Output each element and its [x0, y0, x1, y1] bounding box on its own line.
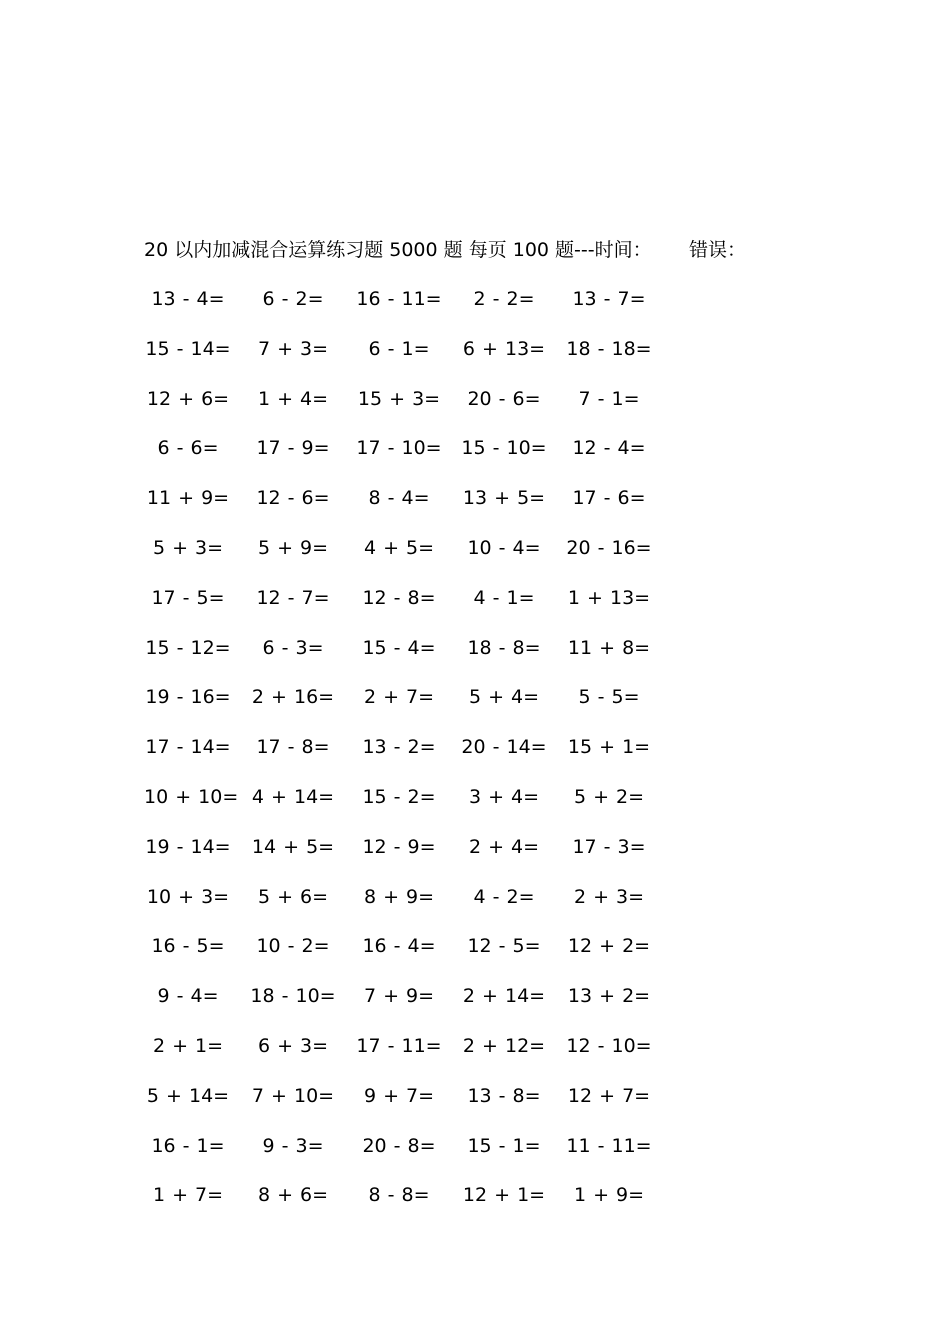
problem-item: 14 + 5=	[251, 835, 335, 858]
problem-item: 15 - 4=	[362, 636, 436, 659]
problem-item: 17 - 9=	[256, 437, 330, 460]
problem-item: 9 - 4=	[157, 985, 219, 1008]
problem-item: 17 - 6=	[572, 487, 646, 510]
problem-item: 9 + 7=	[363, 1084, 435, 1107]
problem-item: 1 + 13=	[567, 586, 651, 609]
problem-item: 13 + 2=	[567, 985, 651, 1008]
problem-item: 13 - 7=	[572, 288, 646, 310]
problem-item: 4 + 5=	[363, 536, 435, 559]
problem-item: 6 + 13=	[462, 337, 546, 360]
problem-item: 12 + 7=	[567, 1084, 651, 1107]
problem-row	[144, 633, 684, 683]
problem-item: 15 - 2=	[362, 785, 436, 808]
problem-item: 7 + 3=	[257, 337, 329, 360]
problem-item: 9 - 3=	[262, 1134, 324, 1157]
problem-item: 15 + 1=	[567, 736, 651, 759]
problem-item: 13 - 8=	[467, 1084, 541, 1107]
problem-item: 18 - 18=	[566, 337, 652, 360]
problem-item: 11 + 9=	[146, 487, 230, 510]
problem-item: 2 + 4=	[468, 835, 540, 858]
problem-item: 12 + 1=	[462, 1184, 546, 1207]
problem-item: 10 + 10=	[144, 785, 239, 808]
problem-item: 12 - 7=	[256, 586, 330, 609]
problem-item: 7 + 10=	[251, 1084, 335, 1107]
problem-item: 1 + 7=	[152, 1184, 224, 1207]
problem-row	[144, 583, 684, 633]
problem-item: 19 - 16=	[145, 686, 231, 709]
problem-item: 20 - 8=	[362, 1134, 436, 1157]
problem-item: 8 + 9=	[363, 885, 435, 908]
worksheet-title: 20 以内加减混合运算练习题 5000 题 每页 100 题---时间：	[144, 239, 652, 261]
problem-row	[144, 1180, 684, 1230]
problem-row	[144, 384, 684, 434]
problem-row	[144, 1081, 684, 1131]
errors-label: 错误：	[689, 239, 747, 261]
problem-row	[144, 533, 684, 583]
problem-item: 1 + 4=	[257, 387, 329, 410]
problem-row	[144, 782, 684, 832]
problem-item: 20 - 6=	[467, 387, 541, 410]
problem-item: 4 - 2=	[473, 885, 535, 908]
problem-item: 18 - 10=	[250, 985, 336, 1008]
problem-item: 12 - 6=	[256, 487, 330, 510]
problem-grid	[144, 284, 684, 1230]
problem-item: 12 - 10=	[566, 1034, 652, 1057]
problem-item: 13 - 4=	[151, 288, 225, 310]
problem-row	[144, 334, 684, 384]
problem-item: 12 + 6=	[146, 387, 230, 410]
problem-item: 16 - 1=	[151, 1134, 225, 1157]
problem-item: 16 - 11=	[356, 288, 442, 310]
problem-item: 15 - 10=	[461, 437, 547, 460]
problem-item: 16 - 4=	[362, 935, 436, 958]
problem-item: 2 - 2=	[473, 288, 535, 310]
problem-item: 12 - 9=	[362, 835, 436, 858]
problem-item: 11 - 11=	[566, 1134, 652, 1157]
problem-item: 6 - 3=	[262, 636, 324, 659]
problem-item: 5 + 3=	[152, 536, 224, 559]
problem-item: 4 + 14=	[251, 785, 335, 808]
problem-item: 11 + 8=	[567, 636, 651, 659]
problem-item: 19 - 14=	[145, 835, 231, 858]
problem-row	[144, 483, 684, 533]
problem-item: 6 - 6=	[157, 437, 219, 460]
problem-row	[144, 1131, 684, 1181]
problem-item: 8 - 8=	[368, 1184, 430, 1207]
problem-item: 2 + 7=	[363, 686, 435, 709]
problem-item: 5 - 5=	[578, 686, 640, 709]
problem-item: 15 - 14=	[145, 337, 231, 360]
problem-item: 17 - 8=	[256, 736, 330, 759]
problem-row	[144, 284, 684, 334]
problem-item: 7 - 1=	[578, 387, 640, 410]
problem-item: 16 - 5=	[151, 935, 225, 958]
problem-item: 7 + 9=	[363, 985, 435, 1008]
problem-item: 8 - 4=	[368, 487, 430, 510]
problem-row	[144, 931, 684, 981]
problem-item: 3 + 4=	[468, 785, 540, 808]
problem-item: 12 - 8=	[362, 586, 436, 609]
problem-item: 17 - 14=	[145, 736, 231, 759]
problem-item: 6 + 3=	[257, 1034, 329, 1057]
problem-item: 12 - 5=	[467, 935, 541, 958]
problem-item: 8 + 6=	[257, 1184, 329, 1207]
worksheet-header	[144, 236, 747, 264]
problem-item: 5 + 2=	[573, 785, 645, 808]
problem-item: 1 + 9=	[573, 1184, 645, 1207]
problem-item: 13 + 5=	[462, 487, 546, 510]
problem-item: 13 - 2=	[362, 736, 436, 759]
problem-item: 2 + 1=	[152, 1034, 224, 1057]
problem-row	[144, 981, 684, 1031]
problem-item: 17 - 3=	[572, 835, 646, 858]
problem-item: 17 - 10=	[356, 437, 442, 460]
problem-item: 5 + 9=	[257, 536, 329, 559]
problem-item: 15 - 12=	[145, 636, 231, 659]
problem-item: 18 - 8=	[467, 636, 541, 659]
problem-item: 12 + 2=	[567, 935, 651, 958]
problem-item: 6 - 2=	[262, 288, 324, 310]
problem-row	[144, 832, 684, 882]
problem-item: 2 + 12=	[462, 1034, 546, 1057]
problem-row	[144, 682, 684, 732]
problem-row	[144, 732, 684, 782]
problem-row	[144, 1031, 684, 1081]
problem-item: 20 - 16=	[566, 536, 652, 559]
problem-item: 6 - 1=	[368, 337, 430, 360]
problem-item: 20 - 14=	[461, 736, 547, 759]
problem-item: 10 + 3=	[146, 885, 230, 908]
problem-item: 5 + 14=	[146, 1084, 230, 1107]
problem-item: 17 - 11=	[356, 1034, 442, 1057]
problem-item: 2 + 3=	[573, 885, 645, 908]
problem-item: 15 - 1=	[467, 1134, 541, 1157]
problem-item: 15 + 3=	[357, 387, 441, 410]
problem-item: 2 + 14=	[462, 985, 546, 1008]
problem-row	[144, 882, 684, 932]
problem-item: 10 - 4=	[467, 536, 541, 559]
problem-item: 17 - 5=	[151, 586, 225, 609]
problem-row	[144, 433, 684, 483]
problem-item: 5 + 6=	[257, 885, 329, 908]
problem-item: 2 + 16=	[251, 686, 335, 709]
problem-item: 12 - 4=	[572, 437, 646, 460]
problem-item: 5 + 4=	[468, 686, 540, 709]
problem-item: 10 - 2=	[256, 935, 330, 958]
problem-item: 4 - 1=	[473, 586, 535, 609]
